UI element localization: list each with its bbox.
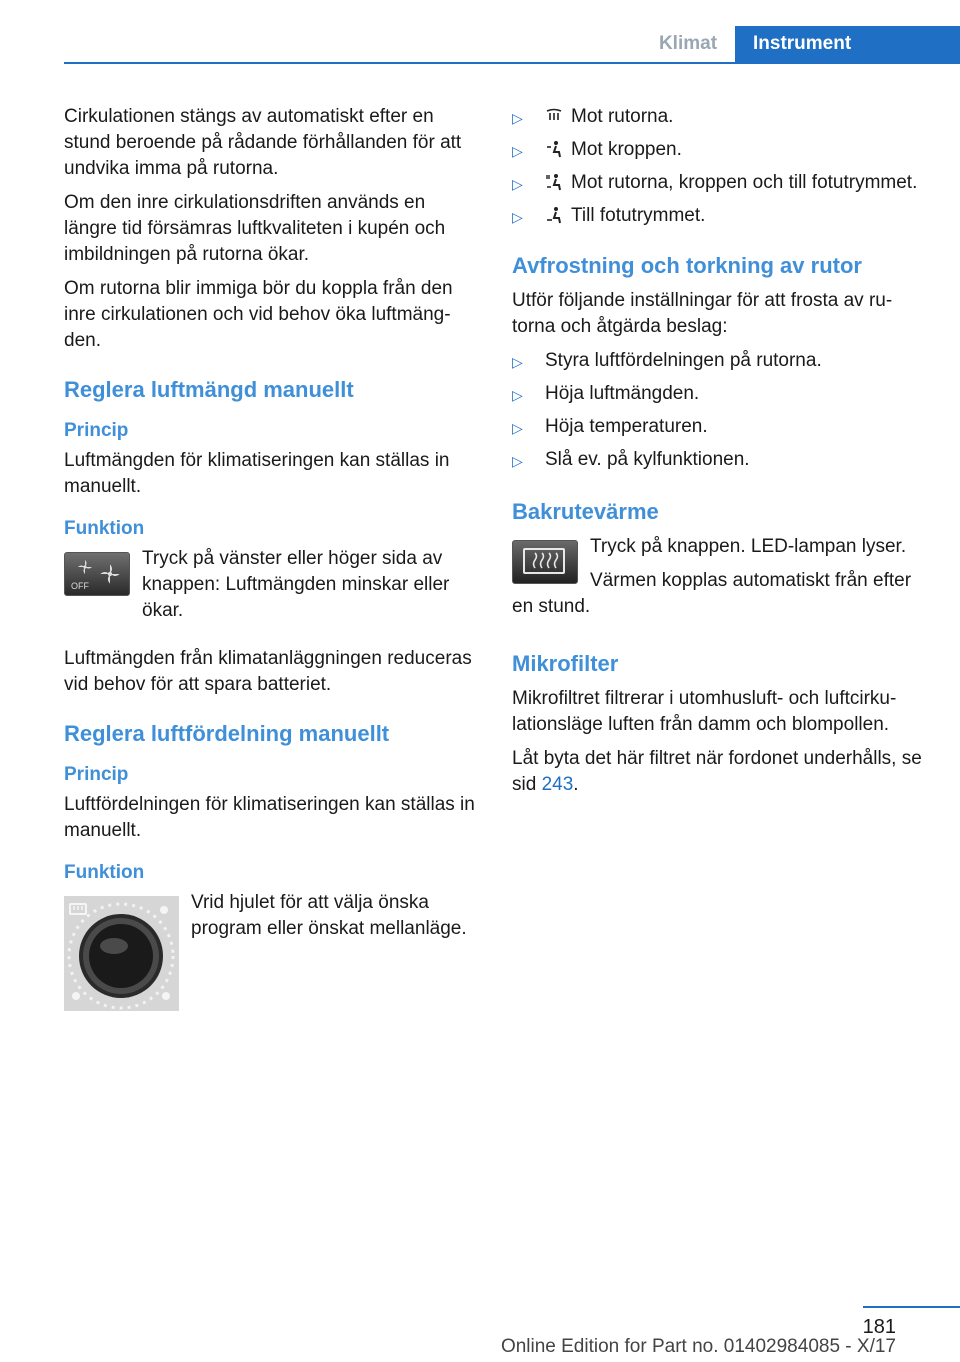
- subheading-principle: Princip: [64, 764, 129, 785]
- list-item: [512, 348, 928, 375]
- chapter-tab[interactable]: Instrument: [735, 26, 960, 62]
- list-item: [512, 203, 928, 230]
- paragraph: Om rutorna blir immiga bör du koppla från den inre cirkulationen och vid behov öka luftmängden.: [64, 278, 453, 351]
- defrost-step: Höja temperaturen.: [545, 416, 708, 437]
- bullet-triangle-icon: ▷: [512, 176, 523, 192]
- paragraph: Tryck på knappen. LED-lampan lyser.: [590, 536, 907, 557]
- list-item: [512, 381, 928, 408]
- heading-air-distribution: Reglera luftfördelning manuellt: [64, 721, 390, 746]
- rear-defrost-icon: [523, 548, 565, 574]
- paragraph: Luftfördelningen för klimatiseringen kan ställas in manuellt.: [64, 794, 475, 841]
- left-column: [64, 104, 480, 1017]
- text-run: Låt byta det här filtret när fordonet underhålls, se sid: [512, 748, 922, 795]
- air-distribution-dial: [64, 896, 179, 1011]
- section-tab[interactable]: Klimat: [658, 33, 718, 54]
- bullet-triangle-icon: ▷: [512, 354, 523, 370]
- paragraph: Mikrofiltret filtrerar i utomhusluft- och luftcirkulationsläge luften från damm och blompollen.: [512, 688, 897, 735]
- bullet-triangle-icon: ▷: [512, 110, 523, 126]
- paragraph: Luftmängden från klimatanläggningen reduceras vid behov för att spara batteriet.: [64, 648, 472, 695]
- distribution-option: Mot rutorna.: [571, 106, 674, 127]
- list-item: [512, 414, 928, 441]
- body-air-icon: [545, 140, 563, 158]
- header-rule: [64, 62, 960, 64]
- bullet-triangle-icon: ▷: [512, 453, 523, 469]
- header-tabs: [641, 26, 960, 62]
- text-run: .: [573, 774, 579, 795]
- bullet-triangle-icon: ▷: [512, 143, 523, 159]
- heading-rear-defrost: Bakrutevärme: [512, 499, 659, 524]
- windshield-body-footwell-air-icon: [545, 173, 563, 191]
- distribution-option: Mot rutorna, kroppen och till fotutrymmet.: [571, 172, 918, 193]
- paragraph: Om den inre cirkulationsdriften används en längre tid försämras luftkvaliteten i kupén och imbildningen på rutorna ökar.: [64, 192, 446, 265]
- footwell-air-icon: [545, 206, 563, 224]
- defrost-step: Höja luftmängden.: [545, 383, 700, 404]
- edition-text: Online Edition for Part no. 01402984085 - X/17: [500, 1336, 896, 1357]
- paragraph: Vrid hjulet för att välja önska program eller önskat mellanläge.: [191, 892, 467, 939]
- list-item: [512, 104, 928, 131]
- subheading-function: Funktion: [64, 862, 145, 883]
- paragraph: Värmen kopplas automatiskt från efter en stund.: [512, 570, 912, 617]
- right-column: [512, 104, 928, 806]
- list-item: [512, 170, 928, 197]
- list-item: [512, 447, 928, 474]
- distribution-option: Till fotutrymmet.: [571, 205, 706, 226]
- dial-image: [64, 896, 179, 1011]
- windshield-air-icon: [545, 107, 563, 125]
- defrost-step: Styra luftfördelningen på rutorna.: [545, 350, 822, 371]
- paragraph: [512, 746, 928, 798]
- paragraph: Luftmängden för klimatiseringen kan ställas in manuellt.: [64, 450, 450, 497]
- heading-microfilter: Mikrofilter: [512, 651, 619, 676]
- off-label: OFF: [71, 581, 89, 591]
- heat-wave-icon: [525, 550, 563, 572]
- fan-icon: [77, 559, 93, 575]
- defrost-step: Slå ev. på kylfunktionen.: [545, 449, 750, 470]
- fan-button-image: [64, 552, 130, 596]
- footer-rule: [863, 1306, 960, 1308]
- subheading-principle: Princip: [64, 420, 129, 441]
- list-item: [512, 137, 928, 164]
- heading-air-volume: Reglera luftmängd manuellt: [64, 377, 354, 402]
- heading-defrost: Avfrostning och torkning av rutor: [512, 253, 862, 278]
- paragraph: Tryck på vänster eller höger sida av knappen: Luftmängden minskar eller ökar.: [142, 548, 450, 621]
- rear-defrost-button-image: [512, 540, 578, 584]
- page-number: 181: [862, 1316, 896, 1338]
- distribution-option: Mot kroppen.: [571, 139, 682, 160]
- paragraph: Cirkulationen stängs av automatiskt efter en stund beroende på rådande förhållanden för att undvika imma på rutorna.: [64, 106, 462, 179]
- fan-icon: [99, 563, 121, 585]
- page-link[interactable]: 243: [541, 774, 574, 795]
- bullet-triangle-icon: ▷: [512, 420, 523, 436]
- bullet-triangle-icon: ▷: [512, 209, 523, 225]
- subheading-function: Funktion: [64, 518, 145, 539]
- bullet-triangle-icon: ▷: [512, 387, 523, 403]
- paragraph: Utför följande inställningar för att frosta av rutorna och åtgärda beslag:: [512, 290, 893, 337]
